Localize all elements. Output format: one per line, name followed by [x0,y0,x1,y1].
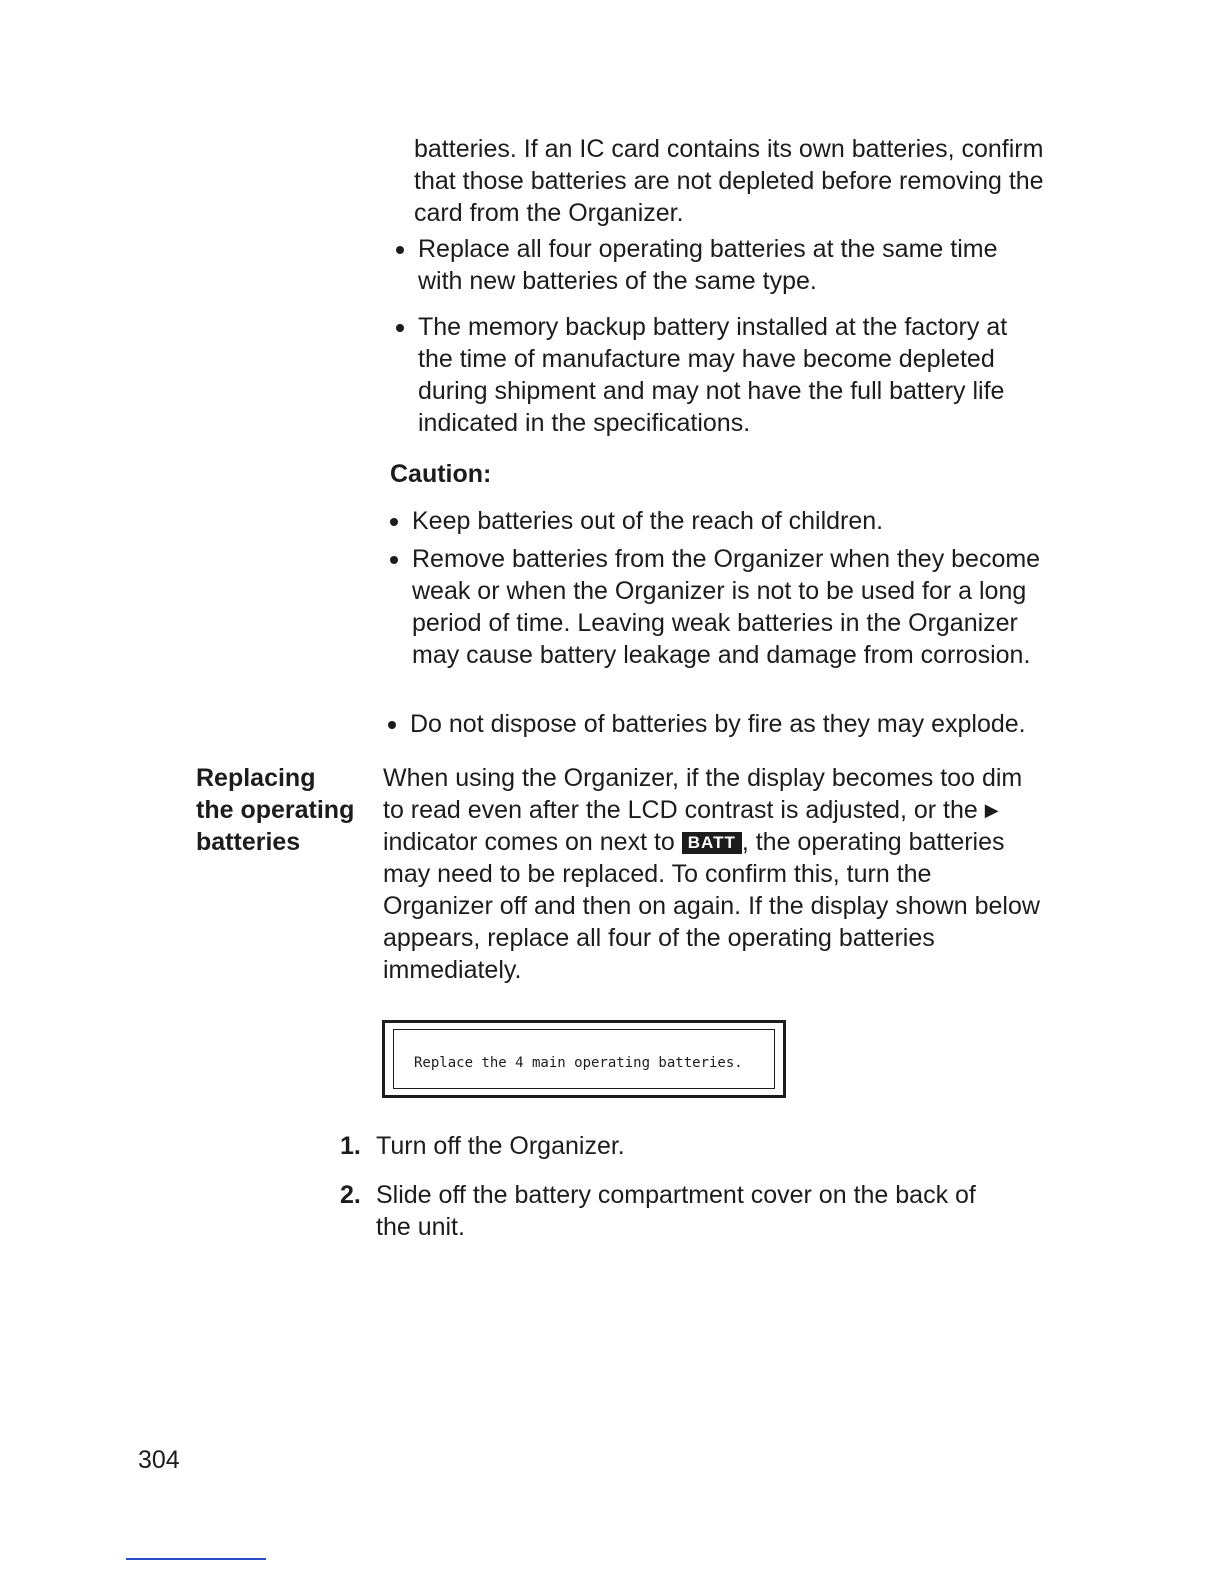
section-text-after: , the operating batteries may need to be replaced. To confirm this, turn the Organizer off and then on again. If the display shown below appears, replace all four of the operating batteries immediately. [383,828,1040,984]
section-text-before: When using the Organizer, if the display becomes too dim to read even after the LCD contrast is adjusted, or the [383,764,1023,824]
step-1-text: Turn off the Organizer. [376,1132,625,1160]
batt-indicator-badge: BATT [682,832,742,854]
step-2-text: Slide off the battery compartment cover on the back of the unit. [376,1181,976,1241]
intro-continuation: batteries. If an IC card contains its own batteries, confirm that those batteries are not depleted before removing the card from the Organizer. [414,135,1044,227]
intro-bullet-2 [418,311,1040,439]
intro-bullet-1 [418,233,1038,297]
caution-bullet-1 [412,505,1052,537]
section-heading-line-2: the operating [196,796,355,824]
caution-bullet-2 [412,543,1060,671]
step-2-number: 2. [340,1181,361,1209]
section-heading-line-3: batteries [196,828,301,856]
footer-rule [126,1558,266,1560]
caution-bullet-1-text: Keep batteries out of the reach of children. [412,507,884,535]
lcd-display-screen [393,1029,775,1089]
lcd-message: Replace the 4 main operating batteries. [414,1055,743,1071]
section-body [383,762,1043,986]
step-1-number: 1. [340,1132,361,1160]
caution-bullet-2-text: Remove batteries from the Organizer when they become weak or when the Organizer is not to be used for a long period of time. Leaving weak batteries in the Organizer may cause battery leakage and damage from corrosion. [412,545,1041,669]
lcd-display [382,1020,786,1098]
section-heading [196,762,376,858]
caution-heading: Caution: [390,460,492,488]
play-indicator-icon: ▶ [984,800,999,820]
section-heading-line-1: Replacing [196,764,316,792]
caution-bullet-3 [410,708,1060,740]
caution-bullet-3-text: Do not dispose of batteries by fire as they may explode. [410,710,1026,738]
intro-bullet-2-text: The memory backup battery installed at the factory at the time of manufacture may have become depleted during shipment and may not have the full battery life indicated in the specifications. [418,313,1008,437]
page-number: 304 [138,1446,180,1474]
intro-bullet-1-text: Replace all four operating batteries at the same time with new batteries of the same type. [418,235,998,295]
section-text-mid: indicator comes on next to [383,828,675,856]
